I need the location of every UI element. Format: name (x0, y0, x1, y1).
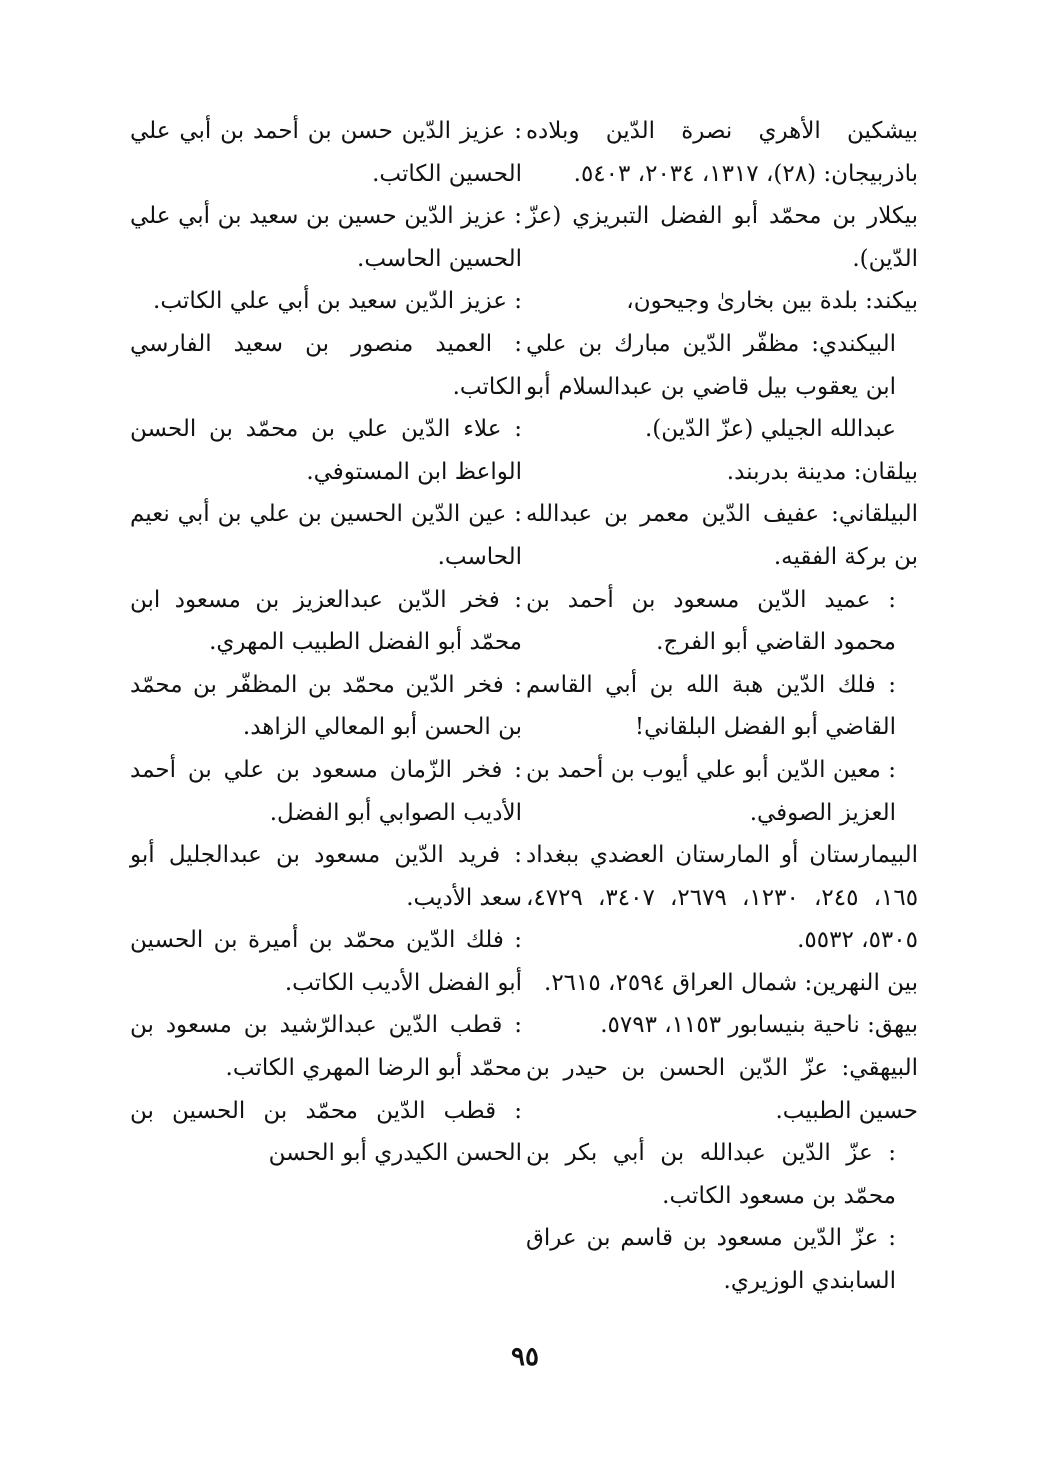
index-entry: بيشكين الأهري نصرة الدّين وبلاده باذربيجان: (٢٨)، ١٣١٧، ٢٠٣٤، ٥٤٠٣. (526, 118, 918, 187)
index-entry: بين النهرين: شمال العراق ٢٥٩٤، ٢٦١٥. (544, 969, 918, 996)
index-entry: : عزيز الدّين حسين بن سعيد بن أبي علي الحسين الحاسب. (130, 203, 522, 272)
index-entry: بيهق: ناحية بنيسابور ١١٥٣، ٥٧٩٣. (600, 1012, 918, 1039)
index-entry: : فلك الدّين هبة الله بن أبي القاسم القاضي أبو الفضل البلقاني! (526, 671, 896, 741)
index-column-right (526, 110, 918, 1303)
index-entry: البيكندي: مظفّر الدّين مبارك بن علي ابن يعقوب بيل قاضي بن عبدالسلام أبو عبدالله الجيلي (عزّ الدّين). (526, 330, 896, 443)
index-entry: : فلك الدّين محمّد بن أميرة بن الحسين أبو الفضل الأديب الكاتب. (130, 927, 522, 996)
index-entry: : قطب الدّين عبدالرّشيد بن مسعود بن محمّد أبو الرضا المهري الكاتب. (130, 1012, 522, 1082)
index-entry: : عزيز الدّين سعيد بن أبي علي الكاتب. (153, 288, 522, 315)
index-entry: : عزّ الدّين مسعود بن قاسم بن عراق السابندي الوزيري. (526, 1225, 896, 1295)
index-entry: : فخر الدّين عبدالعزيز بن مسعود ابن محمّد أبو الفضل الطبيب المهري. (130, 586, 522, 656)
index-entry: : فخر الدّين محمّد بن المظفّر بن محمّد بن الحسن أبو المعالي الزاهد. (130, 671, 522, 741)
index-entry: : فريد الدّين مسعود بن عبدالجليل أبو سعد الأديب. (130, 842, 522, 911)
index-entry: : فخر الزّمان مسعود بن علي بن أحمد الأديب الصوابي أبو الفضل. (130, 756, 522, 826)
index-entry: البيهقي: عزّ الدّين الحسن بن حيدر بن حسين الطبيب. (526, 1055, 918, 1124)
index-entry: : قطب الدّين محمّد بن الحسين بن الحسن الكيدري أبو الحسن (130, 1097, 522, 1167)
index-entry: : عين الدّين الحسين بن علي بن أبي نعيم الحاسب. (130, 501, 522, 570)
index-entry: بيكند: بلدة بين بخارىٰ وجيحون، (626, 288, 918, 315)
index-entry: بيكلار بن محمّد أبو الفضل التبريزي (عزّ الدّين). (526, 203, 918, 272)
index-entry: : معين الدّين أبو علي أيوب بن أحمد بن العزيز الصوفي. (526, 756, 896, 826)
index-entry: بيلقان: مدينة بدربند. (726, 458, 918, 485)
index-column-left (130, 110, 522, 1175)
index-entry: : عزيز الدّين حسن بن أحمد بن أبي علي الحسين الكاتب. (130, 118, 522, 187)
index-entry: : علاء الدّين علي بن محمّد بن الحسن الواعظ ابن المستوفي. (130, 416, 522, 485)
index-entry: : عزّ الدّين عبدالله بن أبي بكر بن محمّد بن مسعود الكاتب. (526, 1140, 896, 1209)
page-number: ٩٥ (511, 1342, 539, 1372)
index-entry: البيمارستان أو المارستان العضدي ببغداد ١٦٥، ٢٤٥، ١٢٣٠، ٢٦٧٩، ٣٤٠٧، ٤٧٢٩، ٥٣٠٥، ٥٥٣٢. (526, 842, 919, 954)
index-entry: البيلقاني: عفيف الدّين معمر بن عبدالله بن بركة الفقيه. (526, 501, 918, 570)
index-entry: : العميد منصور بن سعيد الفارسي الكاتب. (130, 330, 522, 400)
index-entry: : عميد الدّين مسعود بن أحمد بن محمود القاضي أبو الفرج. (526, 586, 896, 656)
